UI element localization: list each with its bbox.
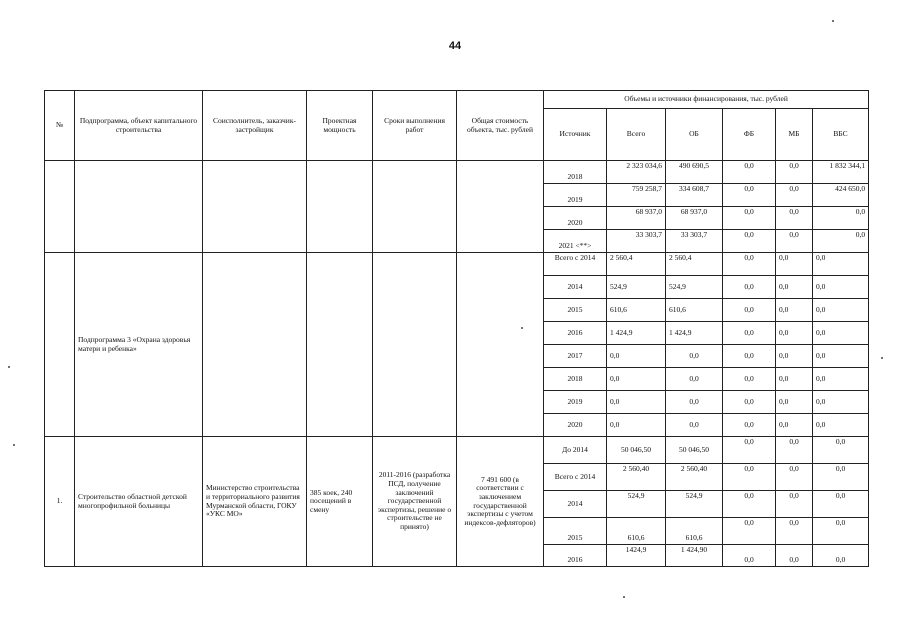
header-source: Источник — [544, 109, 607, 161]
ob-cell: 334 608,7 — [666, 184, 723, 207]
header-ob: ОБ — [666, 109, 723, 161]
object-name: Строительство областной детской многопрофильной больницы — [75, 437, 203, 567]
source-cell: 2015 — [544, 518, 607, 545]
header-financing: Объемы и источники финансирования, тыс. рублей — [544, 91, 869, 109]
cell-empty — [75, 161, 203, 253]
total-cell: 759 258,7 — [607, 184, 666, 207]
total-cell: 610,6 — [607, 299, 666, 322]
cell-empty — [457, 161, 544, 253]
source-cell: 2014 — [544, 491, 607, 518]
mb-cell: 0,0 — [776, 414, 813, 437]
table-row — [45, 161, 869, 184]
header-fb: ФБ — [723, 109, 776, 161]
page-number: 44 — [448, 40, 462, 52]
fb-cell: 0,0 — [723, 391, 776, 414]
total-cell: 0,0 — [607, 414, 666, 437]
cost-value: 7 491 600 (в соответствии с заключением государственной экспертизы с учетом индексов-дефляторов) — [457, 437, 544, 567]
source-cell: 2021 <**> — [544, 230, 607, 253]
total-cell: 2 560,40 — [607, 464, 666, 491]
fb-cell: 0,0 — [723, 161, 776, 184]
mb-cell: 0,0 — [776, 345, 813, 368]
cell-empty — [45, 161, 75, 253]
vbs-cell: 0,0 — [813, 414, 869, 437]
header-terms: Сроки выполнения работ — [373, 91, 457, 161]
ob-cell: 2 560,40 — [666, 464, 723, 491]
cell-empty — [203, 161, 307, 253]
ob-cell: 50 046,50 — [666, 437, 723, 464]
row-number: 1. — [45, 437, 75, 567]
mb-cell: 0,0 — [776, 368, 813, 391]
ob-cell: 2 560,4 — [666, 253, 723, 276]
total-cell: 0,0 — [607, 345, 666, 368]
fb-cell: 0,0 — [723, 545, 776, 567]
ob-cell: 0,0 — [666, 368, 723, 391]
ob-cell: 524,9 — [666, 491, 723, 518]
scan-speck — [8, 366, 10, 368]
total-cell: 68 937,0 — [607, 207, 666, 230]
vbs-cell: 0,0 — [813, 437, 869, 464]
total-cell: 2 323 034,6 — [607, 161, 666, 184]
source-cell: До 2014 — [544, 437, 607, 464]
mb-cell: 0,0 — [776, 322, 813, 345]
mb-cell: 0,0 — [776, 184, 813, 207]
ob-cell: 490 690,5 — [666, 161, 723, 184]
mb-cell: 0,0 — [776, 161, 813, 184]
source-cell: Всего с 2014 — [544, 464, 607, 491]
vbs-cell: 0,0 — [813, 253, 869, 276]
header-mb: МБ — [776, 109, 813, 161]
vbs-cell: 1 832 344,1 — [813, 161, 869, 184]
fb-cell: 0,0 — [723, 253, 776, 276]
ob-cell: 1 424,9 — [666, 322, 723, 345]
executor-name: Министерство строительства и территориального развития Мурманской области, ГОКУ «УКС МО» — [203, 437, 307, 567]
terms-value: 2011-2016 (разработка ПСД, получение заключений государственной экспертизы, решение о строительстве не принято) — [373, 437, 457, 567]
vbs-cell: 0,0 — [813, 276, 869, 299]
fb-cell: 0,0 — [723, 276, 776, 299]
source-cell: 2020 — [544, 414, 607, 437]
fb-cell: 0,0 — [723, 491, 776, 518]
financing-table — [44, 90, 869, 567]
capacity-value: 385 коек, 240 посещений в смену — [307, 437, 373, 567]
fb-cell: 0,0 — [723, 230, 776, 253]
source-cell: 2016 — [544, 545, 607, 567]
header-subprogram: Подпрограмма, объект капитального строительства — [75, 91, 203, 161]
cell-empty — [373, 161, 457, 253]
scan-speck — [521, 327, 523, 329]
mb-cell: 0,0 — [776, 518, 813, 545]
fb-cell: 0,0 — [723, 518, 776, 545]
mb-cell: 0,0 — [776, 230, 813, 253]
cell-empty — [45, 253, 75, 437]
source-cell: 2018 — [544, 161, 607, 184]
mb-cell: 0,0 — [776, 276, 813, 299]
vbs-cell: 0,0 — [813, 368, 869, 391]
source-cell: Всего с 2014 — [544, 253, 607, 276]
subprogram-title: Подпрограмма 3 «Охрана здоровья матери и ребенка» — [75, 253, 203, 437]
total-cell: 0,0 — [607, 391, 666, 414]
fb-cell: 0,0 — [723, 207, 776, 230]
vbs-cell: 424 650,0 — [813, 184, 869, 207]
source-cell: 2014 — [544, 276, 607, 299]
scan-speck — [13, 444, 15, 446]
fb-cell: 0,0 — [723, 322, 776, 345]
vbs-cell: 0,0 — [813, 207, 869, 230]
cell-empty — [307, 253, 373, 437]
vbs-cell: 0,0 — [813, 545, 869, 567]
fb-cell: 0,0 — [723, 464, 776, 491]
source-cell: 2016 — [544, 322, 607, 345]
vbs-cell: 0,0 — [813, 299, 869, 322]
total-cell: 524,9 — [607, 276, 666, 299]
source-cell: 2019 — [544, 184, 607, 207]
ob-cell: 0,0 — [666, 345, 723, 368]
scan-speck — [881, 357, 883, 359]
vbs-cell: 0,0 — [813, 322, 869, 345]
header-executor: Соисполнитель, заказчик-застройщик — [203, 91, 307, 161]
cell-empty — [457, 253, 544, 437]
source-cell: 2017 — [544, 345, 607, 368]
header-num: № — [45, 91, 75, 161]
header-capacity: Проектная мощность — [307, 91, 373, 161]
cell-empty — [373, 253, 457, 437]
ob-cell: 1 424,90 — [666, 545, 723, 567]
source-cell: 2019 — [544, 391, 607, 414]
vbs-cell: 0,0 — [813, 391, 869, 414]
ob-cell: 524,9 — [666, 276, 723, 299]
mb-cell: 0,0 — [776, 437, 813, 464]
table-row — [45, 437, 869, 464]
total-cell: 0,0 — [607, 368, 666, 391]
total-cell: 610,6 — [607, 518, 666, 545]
total-cell: 1 424,9 — [607, 322, 666, 345]
total-cell: 524,9 — [607, 491, 666, 518]
source-cell: 2020 — [544, 207, 607, 230]
mb-cell: 0,0 — [776, 545, 813, 567]
fb-cell: 0,0 — [723, 437, 776, 464]
vbs-cell: 0,0 — [813, 230, 869, 253]
ob-cell: 610,6 — [666, 518, 723, 545]
header-total-cost: Общая стоимость объекта, тыс. рублей — [457, 91, 544, 161]
fb-cell: 0,0 — [723, 345, 776, 368]
vbs-cell: 0,0 — [813, 518, 869, 545]
scan-speck — [832, 20, 834, 22]
fb-cell: 0,0 — [723, 368, 776, 391]
fb-cell: 0,0 — [723, 184, 776, 207]
header-total: Всего — [607, 109, 666, 161]
ob-cell: 0,0 — [666, 414, 723, 437]
cell-empty — [203, 253, 307, 437]
total-cell: 1424,9 — [607, 545, 666, 567]
vbs-cell: 0,0 — [813, 464, 869, 491]
mb-cell: 0,0 — [776, 253, 813, 276]
mb-cell: 0,0 — [776, 391, 813, 414]
fb-cell: 0,0 — [723, 299, 776, 322]
source-cell: 2015 — [544, 299, 607, 322]
total-cell: 33 303,7 — [607, 230, 666, 253]
ob-cell: 610,6 — [666, 299, 723, 322]
ob-cell: 33 303,7 — [666, 230, 723, 253]
total-cell: 2 560,4 — [607, 253, 666, 276]
header-vbs: ВБС — [813, 109, 869, 161]
total-cell: 50 046,50 — [607, 437, 666, 464]
vbs-cell: 0,0 — [813, 345, 869, 368]
mb-cell: 0,0 — [776, 299, 813, 322]
vbs-cell: 0,0 — [813, 491, 869, 518]
ob-cell: 0,0 — [666, 391, 723, 414]
fb-cell: 0,0 — [723, 414, 776, 437]
mb-cell: 0,0 — [776, 491, 813, 518]
ob-cell: 68 937,0 — [666, 207, 723, 230]
source-cell: 2018 — [544, 368, 607, 391]
scan-speck — [623, 596, 625, 598]
mb-cell: 0,0 — [776, 207, 813, 230]
cell-empty — [307, 161, 373, 253]
mb-cell: 0,0 — [776, 464, 813, 491]
table-row — [45, 253, 869, 276]
